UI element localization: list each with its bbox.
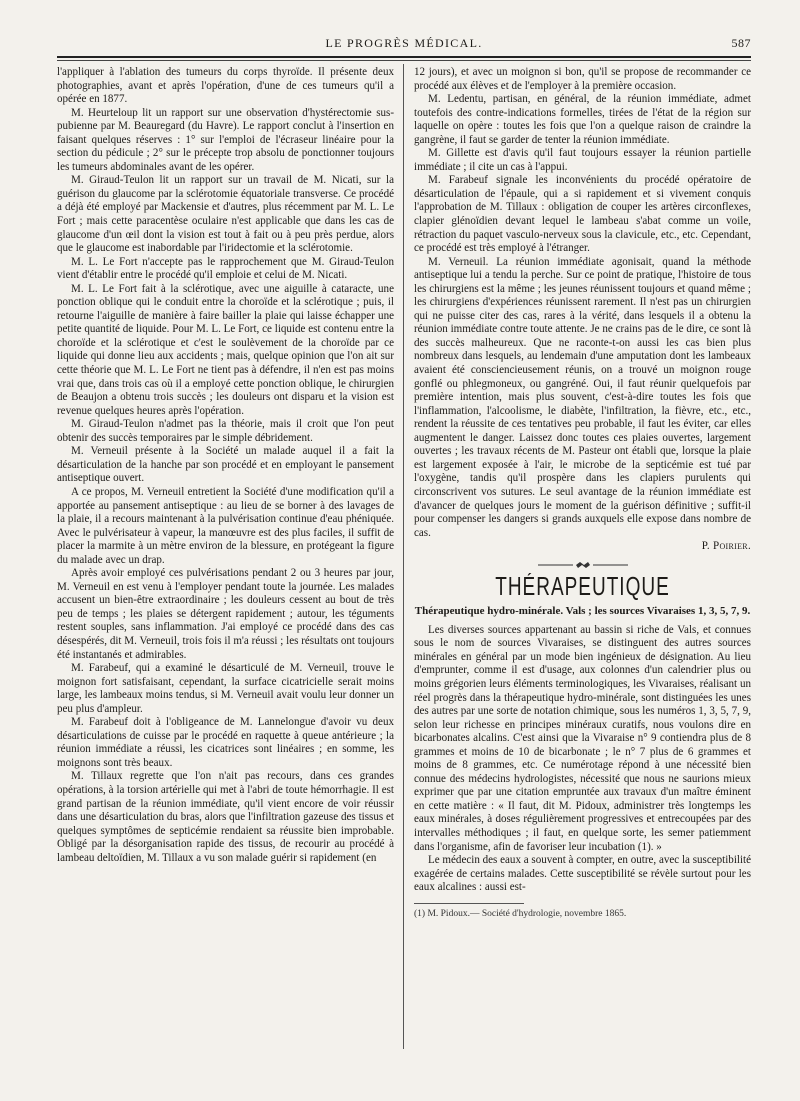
right-column [414,66,751,920]
journal-title: LE PROGRÈS MÉDICAL. [325,36,483,50]
paragraph: M. Verneuil. La réunion immédiate agonisait, quand la méthode antiseptique lui a tendu la perche. Sur ce point de pratique, l'histoire de tous les chirurgiens est la même ; les jeunes réunissent toujours et quand même ; les chirurgiens d'expériences réunissent rarement. Il n'est pas un chirurgien qui ne puisse citer des cas, rares à la vérité, dans lesquels il a obtenu la réunion immédiate contre toute attente. Je ne crains pas de le dire, ce sont là des succès malheureux. Que ne raconte-t-on aussi les cas bien plus nombreux dans lesquels, au lendemain d'une amputation dont les lambeaux avaient été consciencieusement réunis, on a trouvé un moignon rouge gonflé ou phlegmoneux, ou gangréné. Oui, il faut réunir quelquefois par première intention, mais plus souvent, c'est-à-dire toutes les fois que l'inflammation, l'alcoolisme, le diabète, l'infiltration, la fièvre, etc., etc., rendent la réussite de ces tentatives peu probable, il faut les éviter, car elles augmentent le danger. Laissez donc toutes ces plaies ouvertes, largement ouvertes ; les travaux récents de M. Pasteur ont établi que, lorsque la plaie est largement exposée à l'air, le microbe de la septicémie est tué par l'oxygène, tandis qu'il prospère dans les clapiers purulents qui circonscrivent vos sutures. Le seul avantage de la réunion immédiate est d'avancer de quelques jours le moment de la guérison définitive ; suffit-il pour compenser les dangers si grands auxquels elle expose dans nombre de cas. [414,255,751,539]
header-rule-thick [57,56,751,58]
paragraph: M. Giraud-Teulon lit un rapport sur un travail de M. Nicati, sur la guérison du glaucome par la sclérotomie équatoriale transverse. Ce procédé a déjà été employé par Mackensie et d'autres, plus récemment par M. L. Le Fort ; mais cette paracentèse oculaire n'est applicable que dans les cas de glaucome d'un œil dont la vision est tout à fait ou à peu près perdue, alors que le glaucome est inabordable par l'iridectomie et la sclérotomie. [57,174,394,255]
footnote: (1) M. Pidoux.— Société d'hydrologie, novembre 1865. [414,908,627,919]
paragraph: 12 jours), et avec un moignon si bon, qu'il se propose de recommander ce procédé aux élèves et de l'employer à la première occasion. [414,66,751,92]
ornamental-divider [414,560,751,574]
paragraph: M. Gillette est d'avis qu'il faut toujours essayer la réunion partielle immédiate ; il cite un cas à l'appui. [414,147,751,173]
paragraph: Après avoir employé ces pulvérisations pendant 2 ou 3 heures par jour, M. Verneuil en est venu à l'employer pendant toute la journée. Les malades accusent un bien-être extraordinaire ; les douleurs cessent au bout de très peu de temps ; les plaies se détergent rapidement ; autour, les téguments restent souples, sans inflammation. J'ai employé ce procédé dans des cas désespérés, dit M. Verneuil, trois fois il m'a réussi ; les résultats ont toujours été instantanés et admirables. [57,567,394,661]
paragraph: M. Verneuil présente à la Société un malade auquel il a fait la désarticulation de la hanche par son procédé et en employant le pansement antiseptique ouvert. [57,445,394,485]
paragraph: M. Giraud-Teulon n'admet pas la théorie, mais il croit que l'on peut obtenir des succès temporaires par le simple débridement. [57,418,394,444]
paragraph: M. Ledentu, partisan, en général, de la réunion immédiate, admet toutefois des contre-indications formelles, tirées de l'état de la région sur laquelle on opère : toutes les fois que l'on a quelque raison de craindre la gangrène, il faut se garder de tenter la réunion immédiate. [414,93,751,146]
footnote-rule [414,903,524,904]
header-rule-thin [57,60,751,61]
section-subheading: Thérapeutique hydro-minérale. Vals ; les sources Vivaraises 1, 3, 5, 7, 9. [414,604,751,617]
paragraph: M. L. Le Fort n'accepte pas le rapprochement que M. Giraud-Teulon vient d'établir entre le procédé qu'il emploie et celui de M. Nicati. [57,255,394,282]
left-column [57,66,394,865]
paragraph: Le médecin des eaux a souvent à compter, en outre, avec la susceptibilité exagérée de certains malades. Cette susceptibilité se révèle surtout pour les eaux alcalines : aussi est- [414,854,751,894]
author-signature: P. Poirier. [701,540,751,553]
signature-line [414,540,751,554]
paragraph: M. Farabeuf doit à l'obligeance de M. Lannelongue d'avoir vu deux désarticulations de cuisse par le procédé en raquette à queue antérieure ; la réunion immédiate a réussi, les cicatrices sont linéaires ; en somme, les moignons sont très beaux. [57,716,394,769]
paragraph: l'appliquer à l'ablation des tumeurs du corps thyroïde. Il présente deux photographies, avant et après l'opération, d'une de ces tumeurs qu'il a opérée en 1877. [57,66,394,106]
paragraph: M. Heurteloup lit un rapport sur une observation d'hystérectomie sus-pubienne par M. Beauregard (du Havre). Le rapport conclut à l'insertion en faisant quelques réserves : 1° sur l'emploi de l'écraseur linéaire pour la section du pédicule ; 2° sur le précepte trop absolu de ponctionner toujours les tumeurs abdominales avant de les opérer. [57,106,394,173]
ornament-icon [538,561,628,569]
paragraph: M. Farabeuf signale les inconvénients du procédé opératoire de désarticulation de l'épaule, qui a si rapidement et si vivement conquis l'approbation de M. Tillaux : obligation de couper les artères circonflexes, clapier glénoïdien devant lequel le lambeau s'abat comme un voile, rétraction du paquet vasculo-nerveux sous la clavicule, etc., etc. Cependant, ce procédé est très employé à l'étranger. [414,174,751,255]
paragraph: Les diverses sources appartenant au bassin si riche de Vals, et connues sous le nom de sources Vivaraises, se distinguent des autres sources minérales en général par un mode bien ingénieux de désignation. Au lieu d'emprunter, comme il est d'usage, aux colonnes d'un calendrier plus ou moins grégorien leurs éléments terminologiques, les Vivaraises, réalisant un réel progrès dans la thérapeutique hydro-minérale, sont distinguées les unes des autres par une sorte de notation chimique, sous les numéros 1, 3, 5, 7, 9, selon leur richesse en principes minéraux curatifs, nous voulons dire en bicarbonates alcalins. C'est ainsi que la Vivaraise n° 9 contiendra plus de 8 grammes et moins de 10 de bicarbonate ; le n° 7 plus de 6 grammes et moins de 8 grammes, etc. Ce numérotage répond à une nécessité bien connue des médecins hydrologistes, nécessité que nous ne saurions mieux exprimer que par une citation empruntée aux travaux d'un maître éminent en cette matière : « Il faut, dit M. Pidoux, administrer très longtemps les eaux minérales, à doses régulièrement progressives et entrecoupées par des intervalles méthodiques ; il faut, en quelque sorte, les semer patiemment dans l'organisme, afin de favoriser leur incubation (1). » [414,623,751,853]
section-title: THÉRAPEUTIQUE [495,573,670,602]
column-divider [403,64,404,1049]
paragraph: M. Farabeuf, qui a examiné le désarticulé de M. Verneuil, trouve le moignon fort satisfaisant, cependant, la surface cicatricielle serait moins large, les lambeaux moins tendus, si M. Verneuil avait voulu leur donner un peu plus d'ampleur. [57,662,394,715]
paragraph: M. L. Le Fort fait à la sclérotique, avec une aiguille à cataracte, une ponction oblique qui le conduit entre la choroïde et la sclérotique ; puis, il retourne l'aiguille de manière à faire bailler la plaie qui laisse échapper une petite quantité de liquide. Pour M. L. Le Fort, ce liquide est contenu entre la choroïde et la sclérotique et c'est le soulèvement de la choroïde par ce liquide qui donne lieu aux accidents ; mais, quelque opinion que l'on ait sur cette théorie que M. L. Le Fort ne tient pas à défendre, il n'en est pas moins vrai que, dans trois cas où il a employé cette ponction oblique, le chirurgien de Beaujon a obtenu trois succès ; les douleurs ont disparu et la vision est revenue quelques heures après l'opération. [57,282,394,417]
running-header [57,36,751,54]
paragraph: M. Tillaux regrette que l'on n'ait pas recours, dans ces grandes opérations, à la torsion artérielle qui met à l'abri de toute hémorrhagie. Il est grand partisan de la réunion immédiate, qu'il vient encore de voir réussir dans une désarticulation du bras, alors que l'infiltration gazeuse des tissus et quelques symptômes de septicémie rendaient sa réussite bien improbable. Obligé par la désorganisation rapide des tissus, de recourir au procédé à lambeau deltoïdien, M. Tillaux a vu son malade guérir si rapidement (en [57,770,394,864]
page-number: 587 [731,36,751,50]
paragraph: A ce propos, M. Verneuil entretient la Société d'une modification qu'il a apportée au pansement antiseptique : au lieu de se borner à des lavages de la plaie, il a recours maintenant à la pulvérisation continue d'eau phéniquée. Avec le pulvérisateur à vapeur, la manœuvre est des plus faciles, il suffit de placer la marmite à un mètre environ de la blessure, en protégeant la figure du malade avec un drap. [57,485,394,566]
page [57,0,751,1101]
